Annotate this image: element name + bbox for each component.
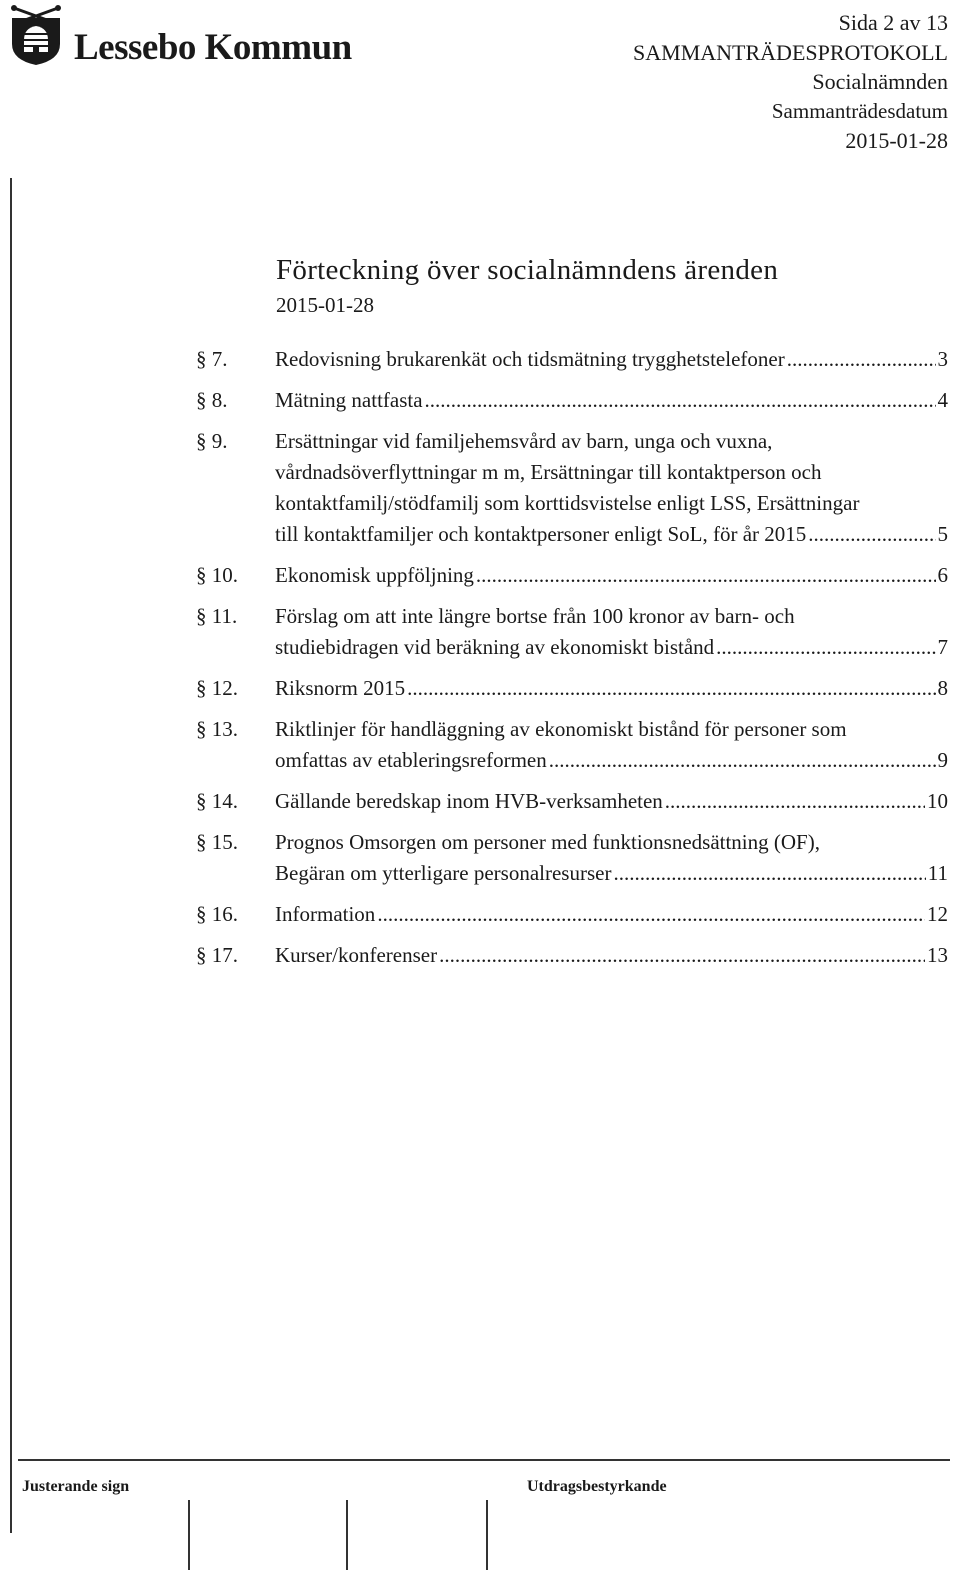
toc-entry-text-line: Redovisning brukarenkät och tidsmätning trygghetstelefoner [275,347,785,371]
toc-entry [196,899,948,930]
toc-section-number: § 7. [196,347,228,371]
toc-page-number: 3 [937,347,948,371]
toc-entry-text-line: Förslag om att inte längre bortse från 100 kronor av barn- och [275,604,795,628]
signature-box-divider [486,1500,488,1570]
toc-page-number: 9 [937,748,948,772]
toc-entry [196,426,948,550]
toc-entry [196,786,948,817]
coat-of-arms-icon [8,4,64,66]
signature-box-divider [188,1500,190,1570]
toc-section-number: § 14. [196,789,238,813]
toc-page-number: 11 [927,861,948,885]
toc-entry [196,385,948,416]
left-margin-rule [10,178,12,1533]
toc-dot-leader [377,899,925,930]
signature-box-divider [346,1500,348,1570]
toc-page-number: 12 [927,902,948,926]
toc-page-number: 8 [937,676,948,700]
toc-entry-text-line: Riksnorm 2015 [275,676,406,700]
list-date: 2015-01-28 [276,293,374,317]
toc-entry-text-line: Information [275,902,376,926]
toc-page-number: 4 [937,388,948,412]
meeting-date-label: Sammanträdesdatum [771,98,948,123]
toc-entry [196,344,948,375]
toc-entry-text-line: Riktlinjer för handläggning av ekonomiskt bistånd för personer som [275,717,847,741]
toc-section-number: § 15. [196,830,238,854]
toc-section-number: § 16. [196,902,238,926]
toc-entry [196,714,948,776]
toc-entry-text-line: till kontaktfamiljer och kontaktpersoner enligt SoL, för år 2015 [275,522,807,546]
document-header [633,8,948,156]
toc-entry [196,601,948,663]
toc-entry-text-line: Begäran om ytterligare personalresurser [275,861,612,885]
toc-entry-text-line: Prognos Omsorgen om personer med funktionsnedsättning (OF), [275,830,820,854]
toc-section-number: § 13. [196,717,238,741]
toc-entry [196,827,948,889]
toc-section-number: § 10. [196,563,238,587]
page-title: Förteckning över socialnämndens ärenden [276,254,779,286]
toc-entry [196,560,948,591]
toc-section-number: § 17. [196,943,238,967]
toc-entry-text-line: vårdnadsöverflyttningar m m, Ersättningar till kontaktperson och [275,460,822,484]
toc-dot-leader [407,673,935,704]
toc-section-number: § 11. [196,604,238,628]
footer-utdragsbestyrkande: Utdragsbestyrkande [527,1478,667,1495]
toc-entry-text-line: omfattas av etableringsreformen [275,748,547,772]
toc-section-number: § 12. [196,676,238,700]
toc-dot-leader [439,940,925,971]
toc-entry-text-line: Kurser/konferenser [275,943,438,967]
toc-dot-leader [716,632,935,663]
municipality-logo [8,4,368,68]
committee-name: Socialnämnden [812,69,948,94]
toc-section-number: § 8. [196,388,228,412]
toc-dot-leader [425,385,936,416]
toc-entry-text-line: Ersättningar vid familjehemsvård av barn, unga och vuxna, [275,429,773,453]
toc-dot-leader [549,745,936,776]
table-of-contents [196,344,948,981]
toc-dot-leader [476,560,936,591]
toc-page-number: 5 [937,522,948,546]
toc-entry-text-line: Gällande beredskap inom HVB-verksamheten [275,789,663,813]
organization-name: Lessebo Kommun [74,27,352,68]
toc-section-number: § 9. [196,429,228,453]
toc-page-number: 6 [937,563,948,587]
document-type: SAMMANTRÄDESPROTOKOLL [633,39,948,65]
toc-page-number: 7 [937,635,948,659]
toc-dot-leader [613,858,925,889]
toc-entry [196,940,948,971]
meeting-date: 2015-01-28 [845,128,948,153]
toc-page-number: 10 [927,789,948,813]
footer-rule [18,1459,950,1461]
toc-entry-text-line: Mätning nattfasta [275,388,423,412]
page-number: Sida 2 av 13 [838,10,948,35]
toc-entry-text-line: kontaktfamilj/stödfamilj som korttidsvistelse enligt LSS, Ersättningar [275,491,860,515]
toc-entry-text-line: studiebidragen vid beräkning av ekonomiskt bistånd [275,635,715,659]
toc-entry-text-line: Ekonomisk uppföljning [275,563,474,587]
footer-justerande-sign: Justerande sign [22,1478,130,1495]
toc-dot-leader [665,786,925,817]
toc-dot-leader [787,344,936,375]
toc-page-number: 13 [927,943,948,967]
toc-dot-leader [808,519,935,550]
toc-entry [196,673,948,704]
